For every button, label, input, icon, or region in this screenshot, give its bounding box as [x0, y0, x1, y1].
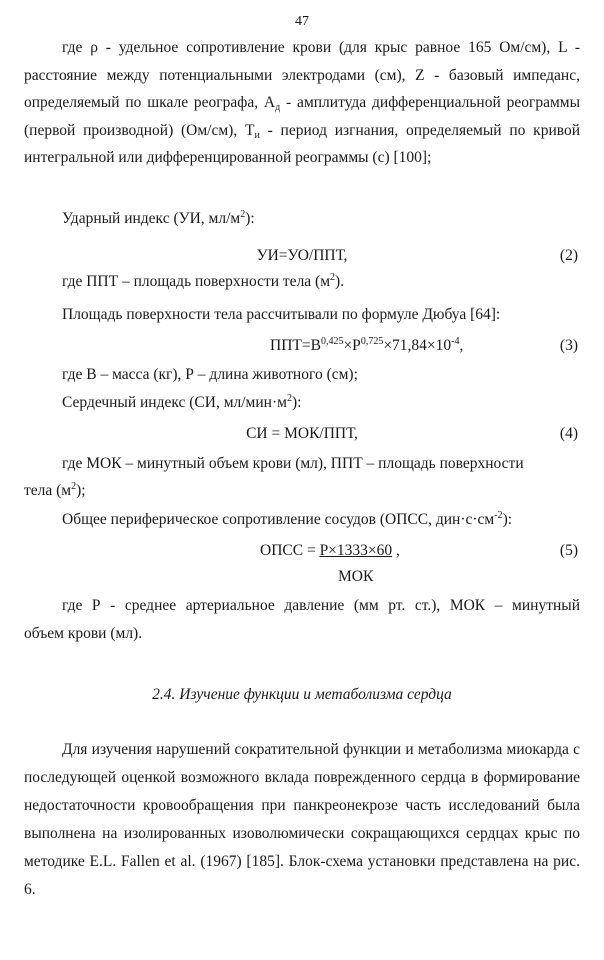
stroke-index-text: Ударный индекс (УИ, мл/м	[62, 210, 241, 227]
stroke-index-close: ):	[245, 210, 255, 227]
eq3-exp3: -4	[451, 336, 460, 347]
cardiac-index-close: ):	[291, 394, 302, 411]
ppt-def-exp: 2	[330, 272, 336, 283]
ppt-def-text: где ППТ – площадь поверхности тела (м	[62, 273, 331, 290]
equation-5-number: (5)	[559, 542, 578, 559]
stroke-index-exp: 2	[240, 209, 246, 220]
ppt-definition	[62, 273, 344, 291]
mok-def-line2b: );	[76, 482, 86, 499]
pressure-definition-line2: объем крови (мл).	[24, 625, 143, 642]
paragraph-variables	[24, 34, 580, 172]
equation-4: СИ = МОК/ППТ,	[246, 425, 358, 442]
page-number: 47	[295, 14, 309, 29]
para1-tail: - период изгнания, определяемый по кривой интегральной или дифференцированной реограммы (с) [100];	[24, 121, 580, 167]
dubois-line: Площадь поверхности тела рассчитывали по формуле Дюбуа [64]:	[62, 306, 501, 323]
paragraph-heart-study: Для изучения нарушений сократительной функции и метаболизма миокарда с последующей оценкой возможного вклада поврежденного сердца в формирование недостаточности кровообращения при панкреонекрозе часть исследований была выполнена на изолированных изоволюмически сокращающихся сердцах крыс по методике E.L. Fallen et al. (1967) [185]. Блок-схема установки представлена на рис. 6.	[24, 741, 580, 898]
para1-lead: где ρ - удельное сопротивление крови (для крыс равное 165 Ом/см), L - расстояние между потенциальными электродами (см), Z - базовый импеданс, определяемый по шкале реографа, А	[24, 39, 580, 112]
mok-definition-line1: где МОК – минутный объем крови (мл), ППТ – площадь поверхности	[62, 455, 524, 472]
eq3-part1: ППТ=В	[270, 337, 321, 354]
equation-3-number: (3)	[559, 337, 578, 354]
opss-close: ):	[502, 511, 513, 528]
opss-exp: -2	[494, 510, 503, 521]
equation-2: УИ=УО/ППТ,	[256, 247, 348, 264]
eq5-denominator: МОК	[338, 568, 374, 585]
mok-def-line2a: тела (м	[24, 482, 72, 499]
eq3-exp2: 0,725	[360, 336, 384, 347]
eq3-part2: ×Р	[343, 337, 361, 354]
eq3-part3: ×71,84×10	[383, 337, 452, 354]
ppt-def-close: ).	[335, 273, 345, 290]
equation-3	[270, 337, 463, 355]
subscript-d: д	[275, 102, 281, 114]
eq3-exp1: 0,425	[320, 336, 344, 347]
eq5-numerator: Р×1333×60	[319, 542, 393, 559]
cardiac-index-exp: 2	[286, 393, 292, 404]
mok-def-exp: 2	[71, 481, 77, 492]
mass-length-definition: где В – масса (кг), Р – длина животного (см);	[62, 366, 358, 383]
pressure-definition-line1: где Р - среднее артериальное давление (мм рт. ст.), МОК – минутный	[62, 597, 580, 614]
mok-definition-line2	[24, 482, 86, 500]
eq3-part4: ,	[459, 337, 464, 354]
subscript-i: и	[254, 129, 260, 141]
section-heading: 2.4. Изучение функции и метаболизма сердца	[152, 686, 452, 703]
para1-mid: - амплитуда дифференциальной реограммы (первой производной) (Ом/см), Т	[24, 94, 580, 139]
stroke-index-label	[62, 210, 255, 228]
eq5-lhs: ОПСС =	[260, 542, 320, 559]
cardiac-index-text: Сердечный индекс (СИ, мл/мин·м	[62, 394, 287, 411]
equation-5	[260, 542, 400, 560]
equation-2-number: (2)	[559, 247, 578, 264]
opss-text: Общее периферическое сопротивление сосудов (ОПСС, дин·с·см	[62, 511, 495, 528]
cardiac-index-label	[62, 394, 301, 412]
opss-label	[62, 511, 512, 529]
equation-4-number: (4)	[559, 425, 578, 442]
eq5-comma: ,	[392, 542, 400, 559]
